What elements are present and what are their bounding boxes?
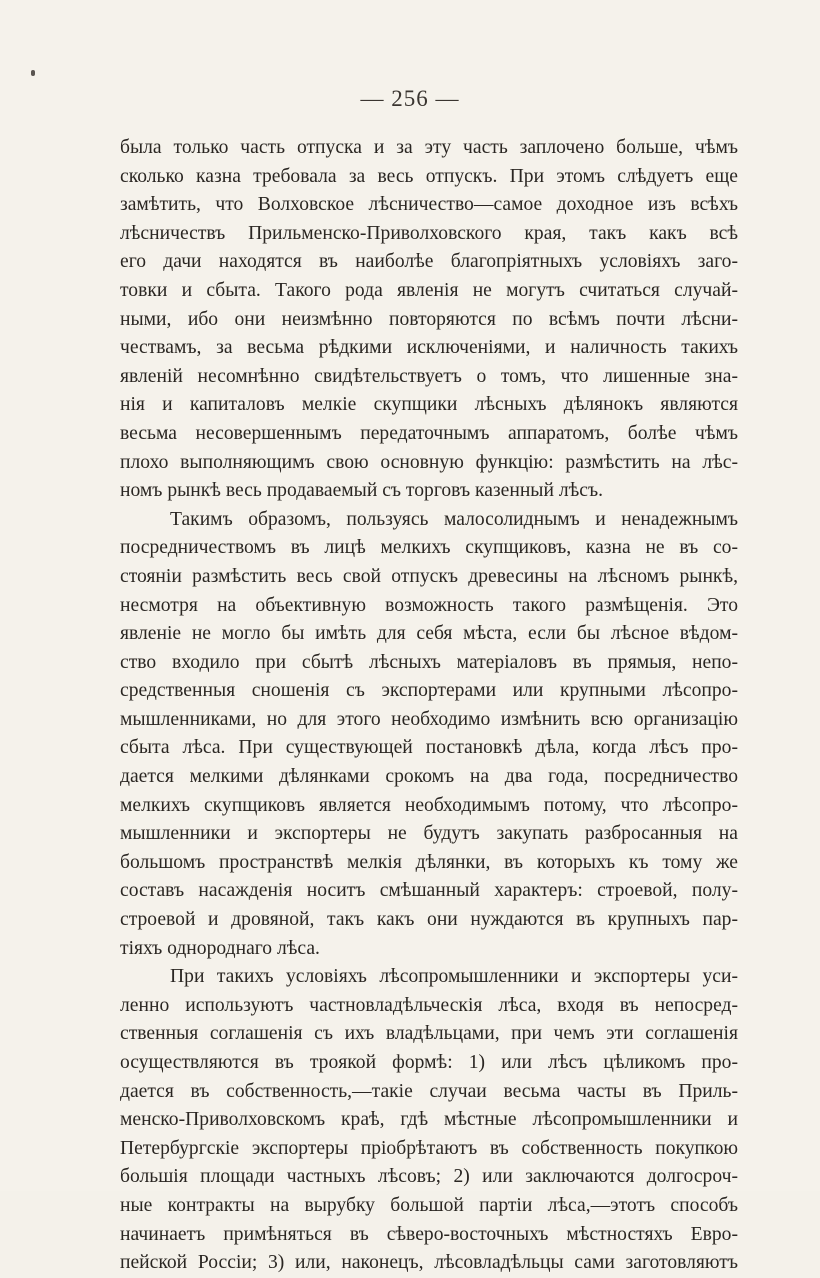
text-line: тіяхъ однороднаго лѣса.	[120, 937, 320, 959]
text-line: Такимъ образомъ, пользуясь малосолиднымъ и ненадежнымъ	[170, 508, 738, 530]
text-line: Петербургскіе экспортеры пріобрѣтаютъ въ собственность покупкою	[120, 1137, 738, 1159]
text-line: явленіе не могло бы имѣть для себя мѣста, если бы лѣсное вѣдом-	[120, 623, 738, 645]
body-text	[120, 134, 738, 1278]
text-line: дается въ собственность,—такіе случаи весьма часты въ Приль-	[120, 1080, 738, 1102]
text-line: лѣсничествъ Прильменско-Приволховского края, такъ какъ всѣ	[120, 222, 738, 244]
text-line: дается мелкими дѣлянками срокомъ на два года, посредничество	[120, 766, 738, 788]
text-line: чествамъ, за весьма рѣдкими исключеніями, и наличность такихъ	[120, 337, 738, 359]
text-line: стояніи размѣстить весь свой отпускъ древесины на лѣсномъ рынкѣ,	[120, 565, 738, 587]
text-line: осуществляются въ трoякой формѣ: 1) или лѣсъ цѣликомъ про-	[120, 1052, 738, 1073]
text-line: начинаетъ примѣняться въ сѣверо-восточныхъ мѣстностяхъ Евро-	[120, 1223, 738, 1245]
text-line: большія площади частныхъ лѣсовъ; 2) или заключаются долгосроч-	[120, 1166, 738, 1188]
text-line: ство входило при сбытѣ лѣсныхъ матеріаловъ въ прямыя, непо-	[120, 651, 738, 673]
text-line: явленій несомнѣнно свидѣтельствуетъ о томъ, что лишенные зна-	[120, 365, 738, 387]
text-line: При такихъ условіяхъ лѣсопромышленники и экспортеры уси-	[170, 966, 738, 988]
ink-speck	[31, 70, 35, 76]
text-line: ленно используютъ частновладѣльческія лѣса, входя въ непосред-	[120, 994, 738, 1016]
text-line: плохо выполняющимъ свою основную функцію: размѣстить на лѣс-	[120, 451, 738, 473]
text-line: сбыта лѣса. При существующей постановкѣ дѣла, когда лѣсъ про-	[120, 737, 738, 759]
text-line: нія и капиталовъ мелкіе скупщики лѣсныхъ дѣлянокъ являются	[120, 394, 738, 416]
text-line: большомъ пространствѣ мелкія дѣлянки, въ которыхъ къ тому же	[120, 851, 738, 873]
text-line: строевой и дровяной, такъ какъ они нуждаются въ крупныхъ пар-	[120, 909, 738, 931]
text-line: товки и сбыта. Такого рода явленія не могутъ считаться случай-	[120, 279, 738, 301]
text-line: мышленниками, но для этого необходимо измѣнить всю организацію	[120, 708, 738, 730]
text-line: пейской Россіи; 3) или, наконецъ, лѣсовладѣльцы сами заготовляютъ	[120, 1252, 738, 1274]
text-line: была только часть отпуска и за эту часть заплочено больше, чѣмъ	[120, 137, 738, 158]
text-line: средственныя сношенія съ экспортерами или крупными лѣсопро-	[120, 680, 738, 702]
page-number: — 256 —	[360, 86, 460, 111]
text-line: мышленники и экспортеры не будутъ закупать разбросанныя на	[120, 823, 738, 845]
text-line: весьма несовершеннымъ передаточнымъ аппаратомъ, болѣе чѣмъ	[120, 422, 738, 444]
text-line: мелкихъ скупщиковъ является необходимымъ потому, что лѣсопро-	[120, 794, 738, 816]
text-line: номъ рынкѣ весь продаваемый съ торговъ казенный лѣсъ.	[120, 480, 603, 502]
text-line: составъ насажденія носитъ смѣшанный характеръ: строевой, полу-	[120, 880, 738, 902]
text-line: менско-Приволховскомъ краѣ, гдѣ мѣстные лѣсопромышленники и	[120, 1109, 738, 1131]
text-line: ные контракты на вырубку большой партіи лѣса,—этотъ способъ	[120, 1194, 738, 1216]
text-line: сколько казна требовала за весь отпускъ. При этомъ слѣдуетъ еще	[120, 165, 738, 187]
text-line: посредничествомъ въ лицѣ мелкихъ скупщиковъ, казна не въ со-	[120, 537, 738, 559]
text-line: его дачи находятся въ наиболѣе благопріятныхъ условіяхъ заго-	[120, 251, 738, 273]
text-line: замѣтить, что Волховское лѣсничество—самое доходное изъ всѣхъ	[120, 194, 738, 216]
text-line: ными, ибо они неизмѣнно повторяются по всѣмъ почти лѣсни-	[120, 308, 738, 330]
text-line: ственныя соглашенія съ ихъ владѣльцами, при чемъ эти соглашенія	[120, 1023, 738, 1045]
text-line: несмотря на объективную возможность такого размѣщенія. Это	[120, 594, 738, 616]
